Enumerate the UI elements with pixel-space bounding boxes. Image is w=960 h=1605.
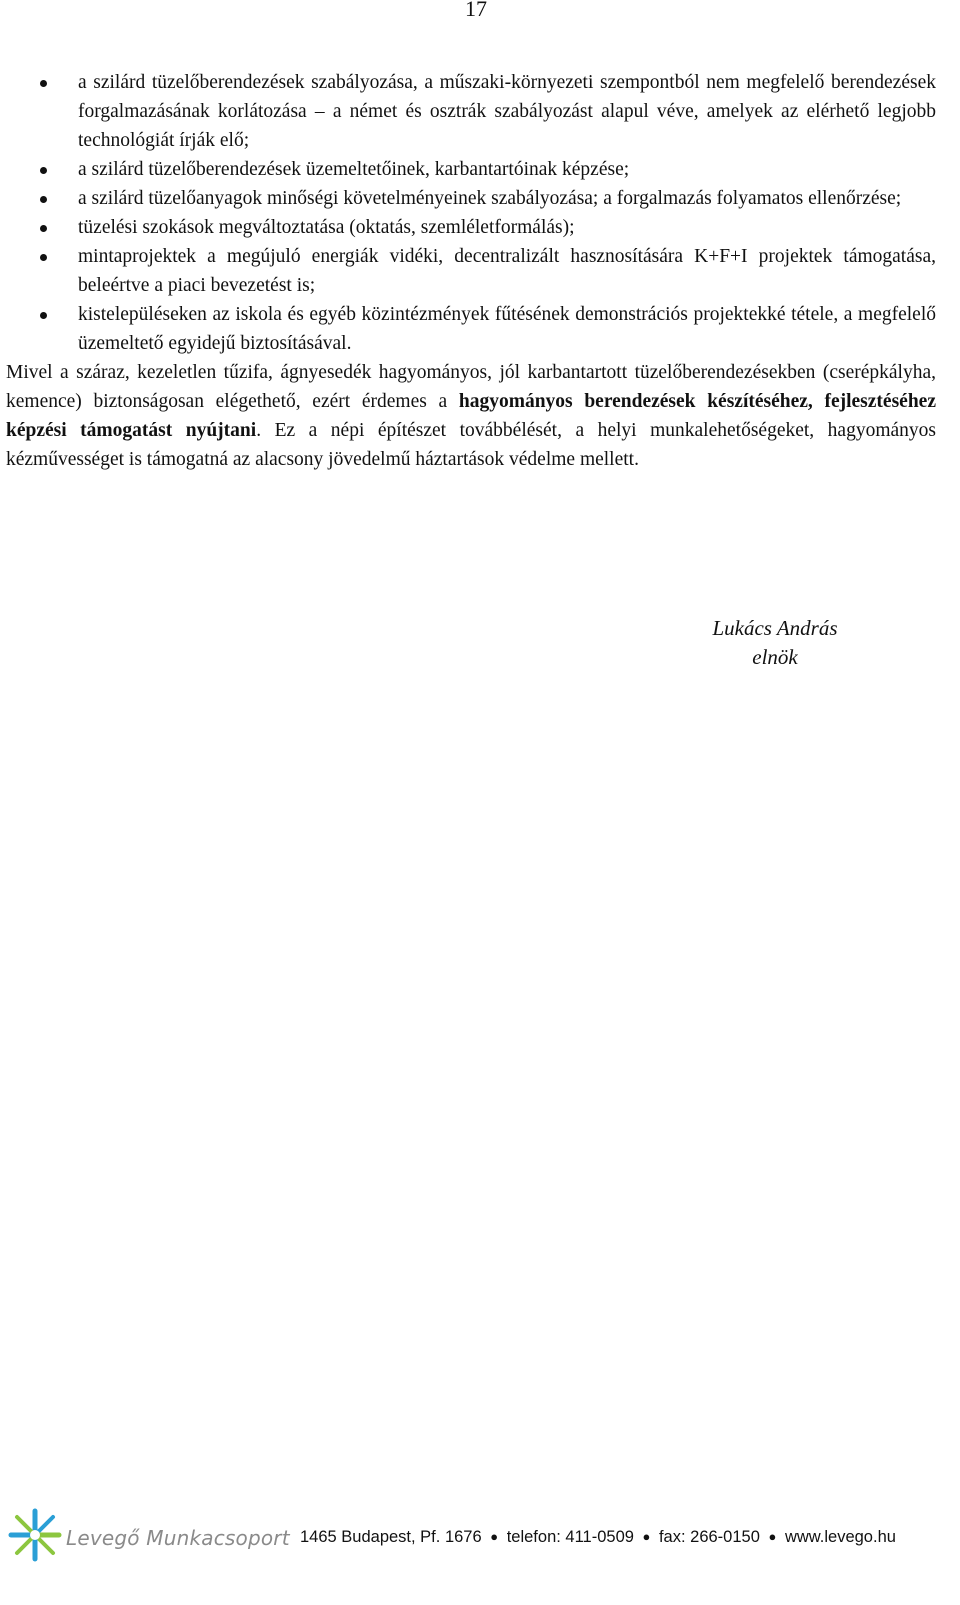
- list-item: a szilárd tüzelőberendezések üzemeltetőinek, karbantartóinak képzése;: [6, 155, 936, 184]
- bullet-icon: [40, 167, 47, 174]
- signature-block: [680, 614, 870, 672]
- bullet-icon: [40, 80, 47, 87]
- fax-text: fax: 266-0150: [658, 1528, 760, 1546]
- logo-icon: [6, 1506, 64, 1564]
- list-item: mintaprojektek a megújuló energiák vidéki, decentralizált hasznosítására K+F+I projektek támogatása, beleértve a piaci bevezetést is;: [6, 242, 936, 300]
- bullet-icon: [40, 225, 47, 232]
- emphasized-text: hagyományos berendezések készítéséhez, fejlesztéséhez képzési támogatást nyújtani: [6, 391, 936, 441]
- list-item: a szilárd tüzelőanyagok minőségi követelményeinek szabályozása; a forgalmazás folyamatos ellenőrzése;: [6, 184, 936, 213]
- document-body: [6, 68, 936, 474]
- bullet-icon: [40, 254, 47, 261]
- list-item: a szilárd tüzelőberendezések szabályozása, a műszaki-környezeti szempontból nem megfelelő berendezések forgalmazásának korlátozása – a német és osztrák szabályozást alapul véve, amelyek az elérhető legjobb technológiát írják elő;: [6, 68, 936, 155]
- separator-icon: ●: [768, 1529, 777, 1544]
- body-paragraph: Mivel a száraz, kezeletlen tűzifa, ágnyesedék hagyományos, jól karbantartott tüzelőberendezésekben (cserépkályha, kemence) biztonságosan elégethető, ezért érdemes a hagyományos berendezések készítéséhez, fejlesztéséhez képzési támogatást nyújtani. Ez a népi építészet továbbélését, a helyi munkalehetőségeket, hagyományos kézművességet is támogatná az alacsony jövedelmű háztartások védelme mellett.: [6, 362, 936, 470]
- separator-icon: ●: [490, 1529, 499, 1544]
- address-text: 1465 Budapest, Pf. 1676: [300, 1528, 482, 1546]
- bullet-icon: [40, 312, 47, 319]
- contact-info: [300, 1528, 896, 1547]
- page-number: 17: [465, 0, 487, 21]
- website-link[interactable]: www.levego.hu: [784, 1528, 896, 1546]
- signatory-name: Lukács András: [712, 616, 838, 640]
- list-item: tüzelési szokások megváltoztatása (oktatás, szemléletformálás);: [6, 213, 936, 242]
- phone-text: telefon: 411-0509: [506, 1528, 634, 1546]
- bullet-icon: [40, 196, 47, 203]
- footer: [0, 1506, 960, 1576]
- list-item: kistelepüléseken az iskola és egyéb közintézmények fűtésének demonstrációs projektekké tétele, a megfelelő üzemeltető egyidejű biztosításával.: [6, 300, 936, 358]
- logo-wordmark: Levegő Munkacsoport: [66, 1526, 290, 1550]
- separator-icon: ●: [642, 1529, 651, 1544]
- signatory-title: elnök: [752, 645, 798, 669]
- bullet-list: [6, 68, 936, 358]
